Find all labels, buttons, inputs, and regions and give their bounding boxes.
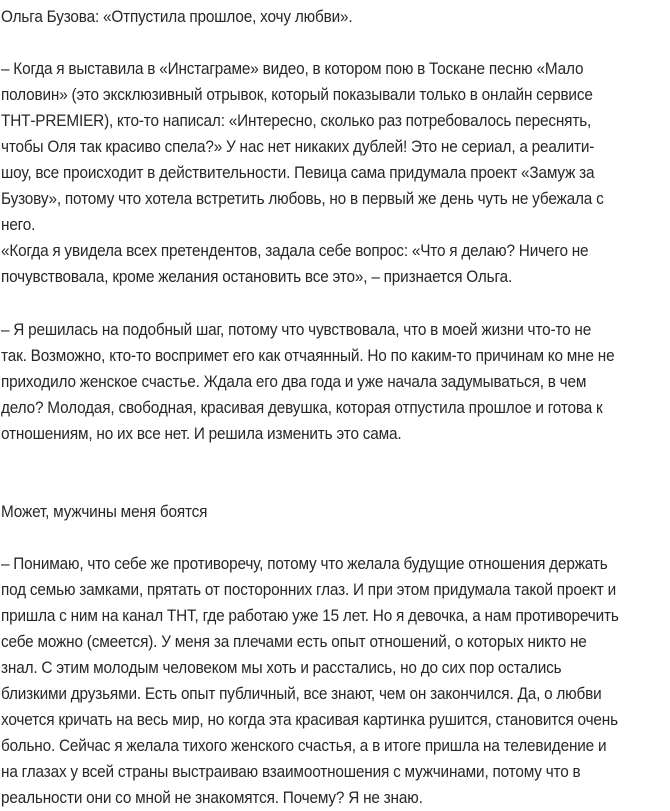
article-title: Ольга Бузова: «Отпустила прошлое, хочу любви». <box>1 8 353 26</box>
paragraph-1: – Когда я выставила в «Инстаграме» видео, в котором пою в Тоскане песню «Мало половин» (это эксклюзивный отрывок, который показывали только в онлайн сервисе ТНТ-PREMIER), кто-то написал: «Интересно, сколько раз потребовалось переснять, чтобы Оля так красиво спела?» У нас нет никаких дублей! Это не сериал, а реалити-шоу, все происходит в действительности. Певица сама придумала проект «Замуж за Бузову», потому что хотела встретить любовь, но в первый же день чуть не убежала с него. <box>1 60 608 235</box>
paragraph-gap-1 <box>1 30 620 56</box>
paragraph-gap-3 <box>1 447 620 473</box>
paragraph-gap-5 <box>1 525 620 551</box>
paragraph-gap-4 <box>1 473 620 499</box>
paragraph-4: – Понимаю, что себе же противоречу, потому что желала будущие отношения держать под семью замками, прятать от посторонних глаз. И при этом придумала такой проект и пришла с ним на канал ТНТ, где работаю уже 15 лет. Но я девочка, а нам противоречить себе можно (смеется). У меня за плечами есть опыт отношений, о которых никто не знал. С этим молодым человеком мы хоть и расстались, но до сих пор остались близкими друзьями. Есть опыт публичный, все знают, чем он закончился. Да, о любви хочется кричать на весь мир, но когда эта красивая картинка рушится, становится очень больно. Сейчас я желала тихого женского счастья, а в итоге пришла на телевидение и на глазах у всей страны выстраиваю взаимоотношения с мужчинами, потому что в реальности они со мной не знакомятся. Почему? Я не знаю. <box>1 554 623 808</box>
section-subheading: Может, мужчины меня боятся <box>1 502 208 521</box>
article-body <box>1 4 623 811</box>
paragraph-gap-2 <box>1 291 620 317</box>
paragraph-3: – Я решилась на подобный шаг, потому что чувствовала, что в моей жизни что-то не так. Возможно, кто-то воспримет его как отчаянный. Но по каким-то причинам ко мне не приходило женское счастье. Ждала его два года и уже начала задумываться, в чем дело? Молодая, свободная, красивая девушка, которая отпустила прошлое и готова к отношениям, но их все нет. И решила изменить это сама. <box>1 320 619 443</box>
paragraph-2: «Когда я увидела всех претендентов, задала себе вопрос: «Что я делаю? Ничего не почувствовала, кроме желания остановить все это», – признается Ольга. <box>1 242 593 287</box>
